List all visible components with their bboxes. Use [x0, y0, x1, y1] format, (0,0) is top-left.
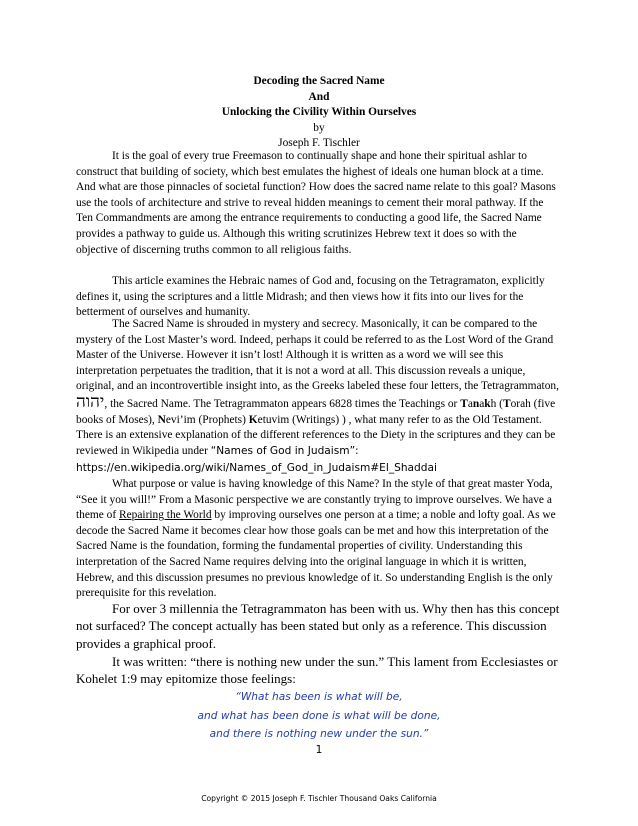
p3-bold-k2: K — [248, 413, 258, 426]
p3-text-a: The Sacred Name is shrouded in mystery and secrecy. Masonically, it can be compared to the mystery of the Lost Master’s word. Indeed, perhaps it could be referred to as the Lost Word of the Grand Master of the Universe. However it isn’t lost! Although it is written as a word we will see this interpretation perpetuates the tradition, that it is not a word at all. This discussion reveals a unique, original, and an incontrovertible insight into, as the Greeks labeled these four letters, the Tetragrammaton, — [76, 318, 559, 393]
wikipedia-url[interactable]: https://en.wikipedia.org/wiki/Names_of_God_in_Judaism#El_Shaddai — [76, 462, 437, 474]
hebrew-tetragrammaton: יהוה — [76, 391, 105, 412]
p3-bold-t2: T — [502, 397, 511, 410]
p3-bold-t: T — [460, 397, 468, 410]
paragraph-1: It is the goal of every true Freemason to continually shape and hone their spiritual ashlar to construct that building of society, which best emulates the highest of ideals one human block at a time. And what are those pinnacles of societal function? How does the sacred name relate to this goal? Masons use the tools of architecture and strive to reveal hidden meanings to cement their moral pathway. If the Ten Commandments are among the entrance requirements to conducting a good life, the Sacred Name provides a pathway to guide us. Although this writing scrutinizes Hebrew text it does so with the objective of discerning truths common to all religious faiths. — [76, 150, 556, 256]
p4-text-b: by improving ourselves one person at a time; a noble and lofty goal. As we decode the Sacred Name it becomes clear how those goals can be met and how this interpretation of the Sacred Name is the foundation, forming the fundamental properties of civility. Understanding this interpretation of the Sacred Name requires delving into the original language in which it is written, Hebrew, and this discussion presumes no previous knowledge of it. So understanding English is the only prerequisite for this revelation. — [76, 509, 556, 600]
p3-text-c4: orah (five books of Moses), — [76, 397, 556, 426]
paragraph-5 — [76, 600, 560, 652]
quote-line-1: “What has been is what will be, — [235, 691, 403, 703]
p3-text-c6: etuvim (Writings) ) , what many refer to as the Old Testament. There is an extensive explanation of the different references to the Diety in the scriptures and they can be reviewed in Wikipedia under — [76, 413, 556, 457]
p3-text-c5: evi’im (Prophets) — [165, 413, 249, 426]
wiki-reference: “Names of God in Judaism”: — [210, 444, 359, 457]
p3-bold-n: n — [472, 397, 480, 410]
title-block — [0, 74, 638, 152]
title-line-2: And — [308, 90, 330, 103]
p3-bold-k: k — [484, 397, 491, 410]
paragraph-3 — [76, 317, 560, 459]
by-line: by — [313, 121, 325, 134]
paragraph-2: This article examines the Hebraic names of God and, focusing on the Tetragramaton, explicitly defines it, using the scriptures and a little Midrash; and then views how it fits into our lives for the betterment of ourselves and humanity. — [76, 275, 545, 319]
title-line-3: Unlocking the Civility Within Ourselves — [221, 106, 417, 119]
page-number: 1 — [315, 744, 323, 756]
p4-text-a: What purpose or value is having knowledge of this Name? In the style of that great master Yoda, “See it you will!” From a Masonic perspective we are constantly trying to improve ourselves. We have a theme of — [76, 478, 553, 522]
p3-text-b: , the Sacred Name. The Tetragrammaton appears 6828 times the Teachings or — [104, 397, 461, 410]
quote-line-3: and there is nothing new under the sun.” — [209, 728, 429, 740]
quote-line-2: and what has been done is what will be done, — [197, 709, 441, 722]
ecclesiastes-quote — [0, 688, 638, 744]
p3-text-c2: a — [479, 397, 485, 410]
copyright-footer: Copyright © 2015 Joseph F. Tischler Thousand Oaks California — [201, 794, 437, 803]
paragraph-6: It was written: “there is nothing new under the sun.” This lament from Ecclesiastes or Kohelet 1:9 may epitomize those feelings: — [76, 654, 558, 687]
repairing-the-world-link[interactable]: Repairing the World — [119, 509, 212, 522]
p3-text-c1: a — [467, 397, 473, 410]
author-name: Joseph F. Tischler — [278, 137, 360, 150]
p5-text: For over 3 millennia the Tetragrammaton has been with us. Why then has this concept not surfaced? The concept actually has been stated but only as a reference. This discussion provides a graphical proof. — [76, 601, 560, 651]
p3-bold-n2: N — [157, 413, 166, 426]
p3-text-c3: h ( — [490, 397, 503, 410]
title-line-1: Decoding the Sacred Name — [253, 75, 385, 87]
paragraph-4 — [76, 477, 560, 602]
